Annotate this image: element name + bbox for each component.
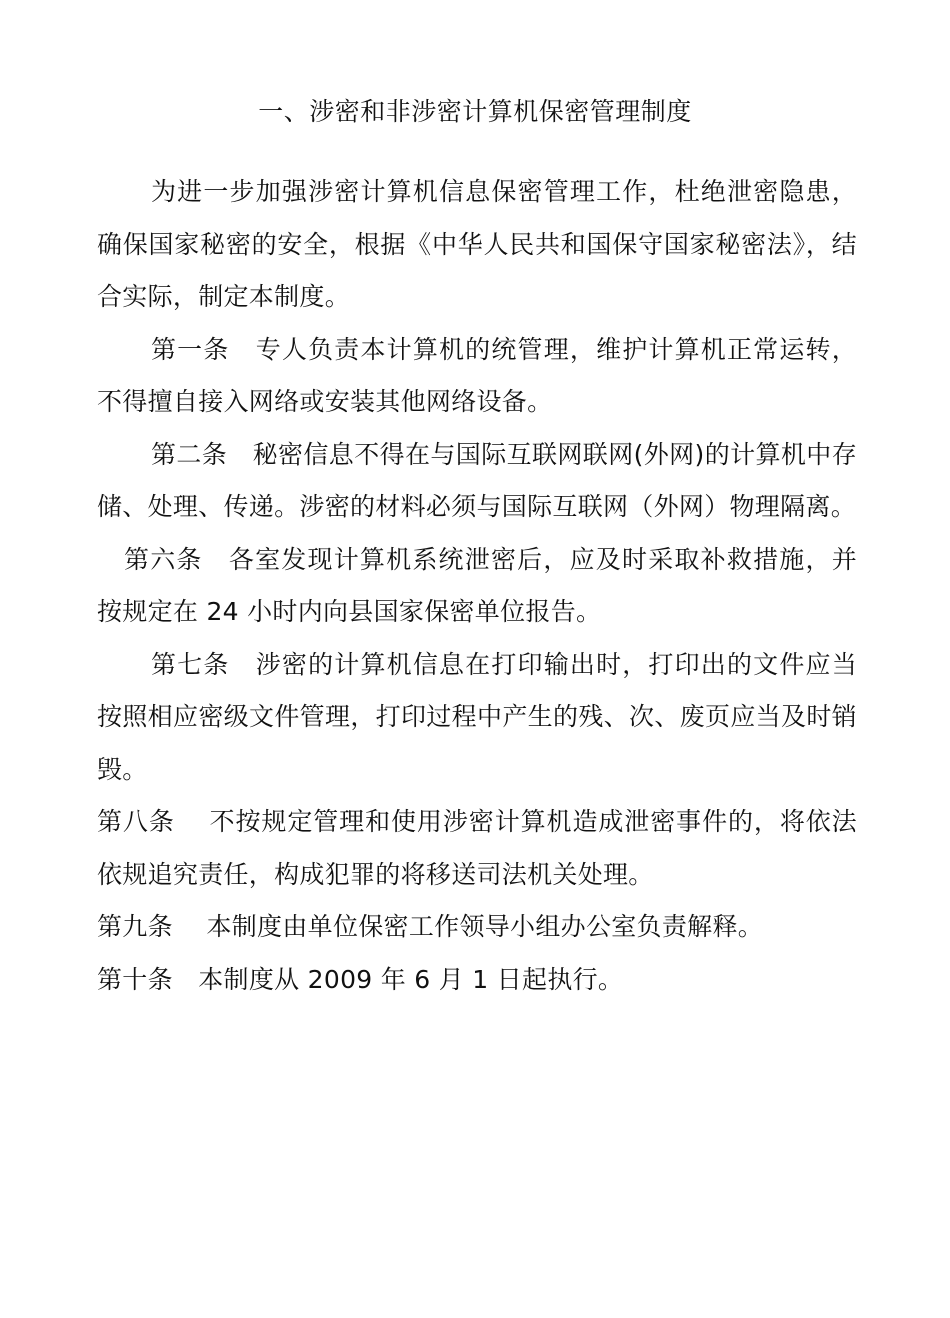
article-label: 第一条 bbox=[151, 334, 230, 364]
article-10 bbox=[97, 954, 857, 1007]
article-text: 本制度由单位保密工作领导小组办公室负责解释。 bbox=[206, 912, 764, 941]
article-text: 不按规定管理和使用涉密计算机造成泄密事件的，将依法依规追究责任，构成犯罪的将移送司法机关处理。 bbox=[97, 807, 857, 889]
article-text: 专人负责本计算机的统管理，维护计算机正常运转，不得擅自接入网络或安装其他网络设备。 bbox=[97, 334, 857, 416]
article-8 bbox=[97, 796, 857, 901]
article-6 bbox=[97, 534, 857, 639]
article-label: 第六条 bbox=[124, 544, 203, 574]
article-text: 涉密的计算机信息在打印输出时，打印出的文件应当按照相应密级文件管理，打印过程中产生的残、次、废页应当及时销毁。 bbox=[97, 649, 857, 784]
article-text: 秘密信息不得在与国际互联网联网(外网)的计算机中存储、处理、传递。涉密的材料必须与国际互联网（外网）物理隔离。 bbox=[97, 439, 857, 521]
article-1 bbox=[97, 324, 857, 429]
article-label: 第十条 bbox=[97, 964, 173, 994]
article-label: 第二条 bbox=[151, 439, 228, 469]
preamble-paragraph: 为进一步加强涉密计算机信息保密管理工作，杜绝泄密隐患，确保国家秘密的安全，根据《中华人民共和国保守国家秘密法》，结合实际，制定本制度。 bbox=[97, 177, 857, 311]
article-text: 本制度从 2009 年 6 月 1 日起执行。 bbox=[198, 964, 624, 994]
article-2 bbox=[97, 429, 857, 534]
article-7 bbox=[97, 639, 857, 797]
article-label: 第九条 bbox=[97, 912, 173, 941]
article-9 bbox=[97, 901, 857, 954]
article-text: 各室发现计算机系统泄密后，应及时采取补救措施，并按规定在 24 小时内向县国家保密单位报告。 bbox=[97, 544, 857, 626]
article-label: 第八条 bbox=[97, 807, 175, 836]
document-body bbox=[97, 166, 857, 1006]
document-title: 一、涉密和非涉密计算机保密管理制度 bbox=[258, 97, 692, 126]
article-label: 第七条 bbox=[151, 649, 230, 679]
